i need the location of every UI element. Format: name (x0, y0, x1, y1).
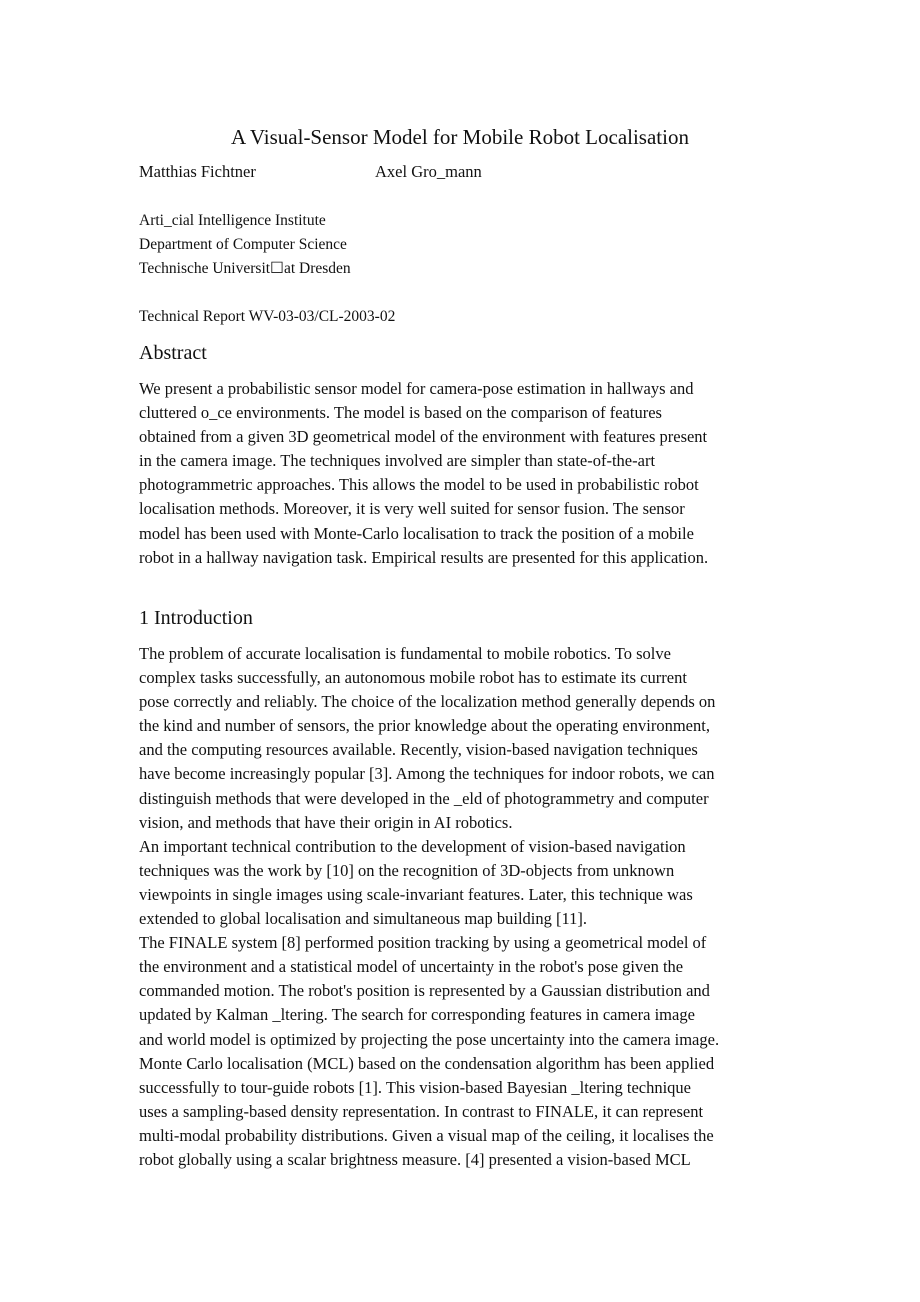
report-number: Technical Report WV-03-03/CL-2003-02 (139, 308, 396, 325)
text-line: obtained from a given 3D geometrical model of the environment with features present (139, 427, 708, 447)
affiliation-line: Technische Universit☐at Dresden (139, 260, 351, 277)
text-line: successfully to tour-guide robots [1]. This vision-based Bayesian _ltering technique (139, 1077, 692, 1097)
text-line: robot globally using a scalar brightness measure. [4] presented a vision-based MCL (139, 1149, 691, 1169)
affiliation-block (139, 209, 351, 281)
text-line: model has been used with Monte-Carlo localisation to track the position of a mobile (139, 523, 694, 543)
author-name: Matthias Fichtner (139, 162, 256, 181)
text-line: pose correctly and reliably. The choice of the localization method generally depends on (139, 692, 716, 712)
text-line: updated by Kalman _ltering. The search for corresponding features in camera image (139, 1005, 695, 1025)
text-line: complex tasks successfully, an autonomous mobile robot has to estimate its current (139, 668, 687, 688)
text-line: uses a sampling-based density representation. In contrast to FINALE, it can represent (139, 1101, 704, 1121)
text-line: robot in a hallway navigation task. Empirical results are presented for this application. (139, 547, 709, 567)
author-name: Axel Gro_mann (375, 162, 482, 181)
paper-title: A Visual-Sensor Model for Mobile Robot Localisation (231, 125, 689, 149)
text-line: photogrammetric approaches. This allows the model to be used in probabilistic robot (139, 475, 699, 495)
text-line: the environment and a statistical model of uncertainty in the robot's pose given the (139, 957, 684, 977)
text-line: in the camera image. The techniques involved are simpler than state-of-the-art (139, 451, 656, 471)
text-line: cluttered o_ce environments. The model is based on the comparison of features (139, 403, 662, 423)
text-line: viewpoints in single images using scale-invariant features. Later, this technique was (139, 884, 693, 904)
text-line: The FINALE system [8] performed position tracking by using a geometrical model of (139, 933, 707, 953)
text-line: and world model is optimized by projecting the pose uncertainty into the camera image. (139, 1029, 720, 1049)
abstract-heading: Abstract (139, 342, 207, 364)
text-line: the kind and number of sensors, the prior knowledge about the operating environment, (139, 716, 710, 736)
author-list (139, 161, 779, 185)
text-line: The problem of accurate localisation is fundamental to mobile robotics. To solve (139, 644, 671, 663)
section-heading-introduction: 1 Introduction (139, 607, 253, 629)
text-line: techniques was the work by [10] on the recognition of 3D-objects from unknown (139, 860, 675, 880)
text-line: Monte Carlo localisation (MCL) based on the condensation algorithm has been applied (139, 1053, 715, 1073)
text-line: We present a probabilistic sensor model for camera-pose estimation in hallways and (139, 379, 694, 398)
text-line: multi-modal probability distributions. Given a visual map of the ceiling, it localises the (139, 1125, 714, 1145)
text-line: have become increasingly popular [3]. Among the techniques for indoor robots, we can (139, 764, 715, 784)
affiliation-line: Department of Computer Science (139, 236, 347, 253)
text-line: vision, and methods that have their origin in AI robotics. (139, 812, 513, 832)
text-line: An important technical contribution to the development of vision-based navigation (139, 836, 686, 856)
text-line: and the computing resources available. Recently, vision-based navigation techniques (139, 740, 698, 760)
text-line: distinguish methods that were developed in the _eld of photogrammetry and computer (139, 788, 709, 808)
affiliation-line: Arti_cial Intelligence Institute (139, 212, 326, 229)
text-line: commanded motion. The robot's position is represented by a Gaussian distribution and (139, 981, 710, 1001)
introduction-text (139, 642, 787, 1172)
text-line: extended to global localisation and simultaneous map building [11]. (139, 909, 588, 929)
text-line: localisation methods. Moreover, it is very well suited for sensor fusion. The sensor (139, 499, 685, 519)
abstract-text (139, 377, 787, 570)
